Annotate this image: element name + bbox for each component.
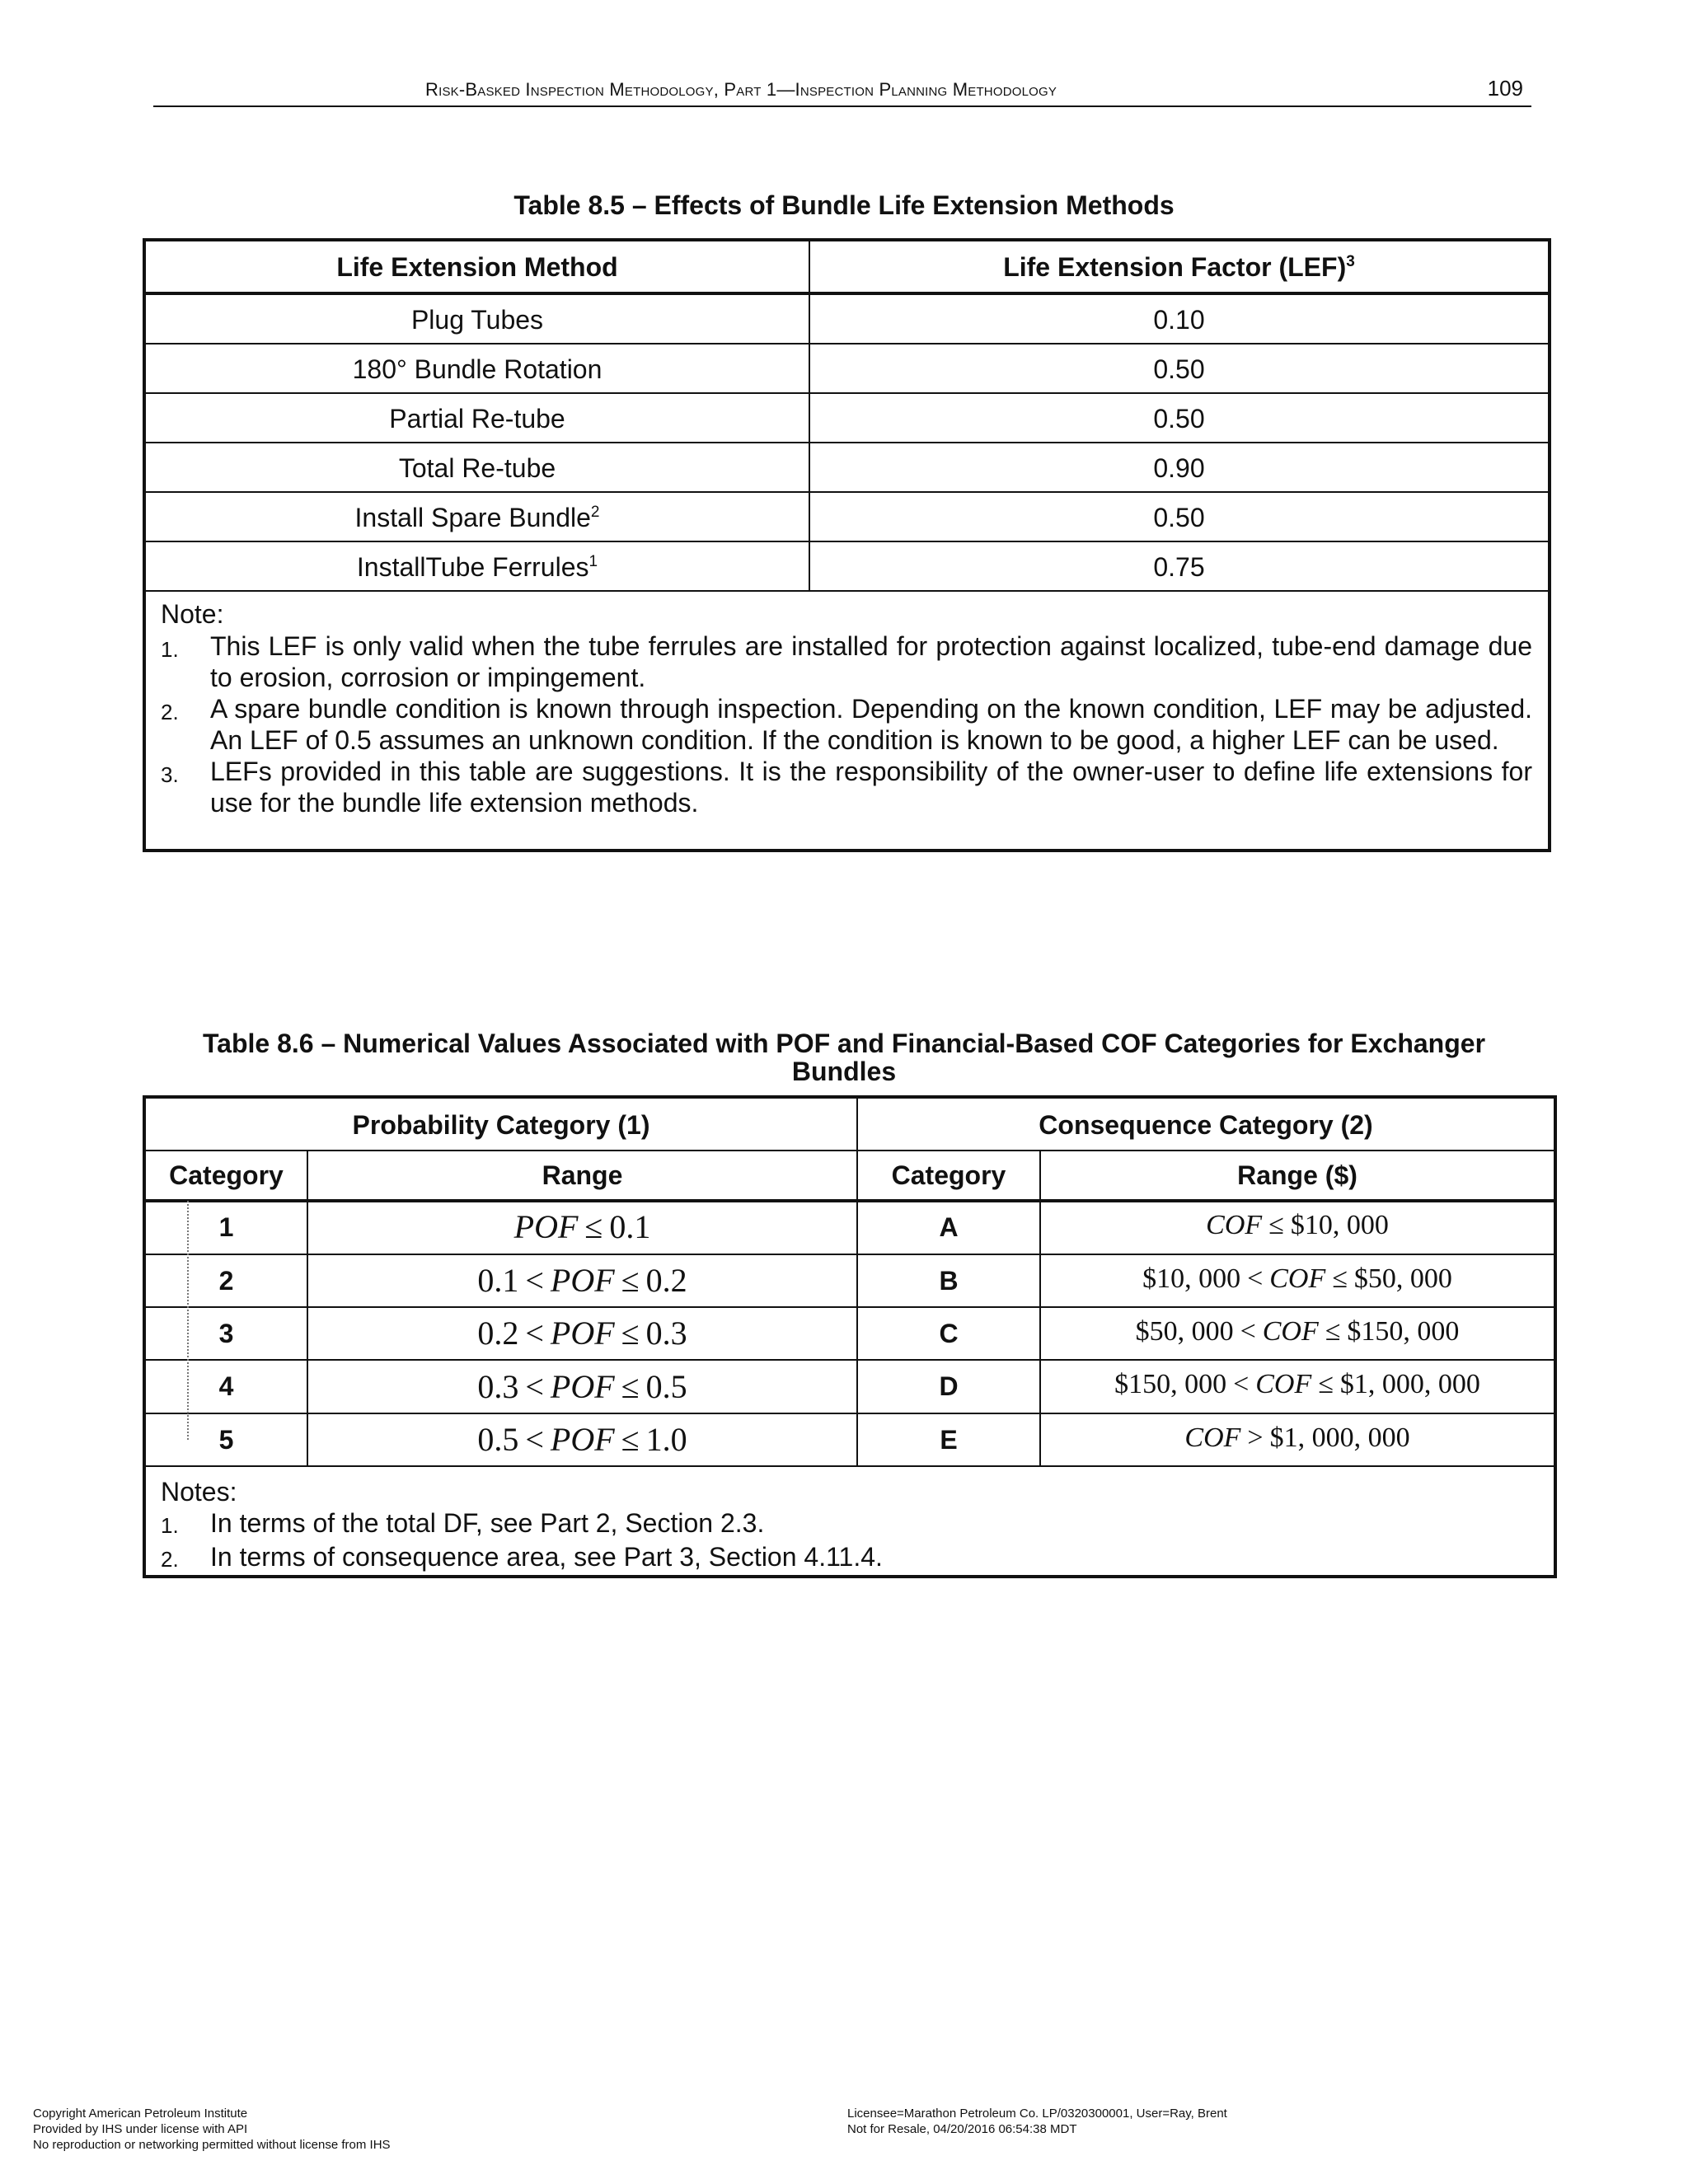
column-header-lef [810,241,1548,292]
math-expression [1184,1422,1409,1453]
note-number: 1. [161,637,179,662]
sub-header-category: Category [169,1160,284,1190]
note-item [161,693,1532,756]
math-part: COF [1269,1263,1326,1294]
math-part: ≤ [1325,1316,1341,1347]
cof-range-cell [1041,1308,1554,1359]
grid-line [146,1413,1554,1414]
consequence-category-cell: B [939,1266,959,1296]
sub-header-category-2: Category [891,1160,1006,1190]
math-part: POF [550,1368,615,1405]
grid-line [146,1254,1554,1255]
method-text: Plug Tubes [410,305,544,335]
note-text: This LEF is only valid when the tube ferrules are installed for protection against localized, tube-end damage due to erosion, corrosion or impingement. [210,631,1532,692]
math-expression [1136,1316,1460,1347]
math-part: $1, 000, 000 [1339,1369,1480,1399]
table-8-5 [143,238,1551,852]
method-cell [146,493,810,541]
math-expression [477,1262,687,1299]
footer-line: Provided by IHS under license with API [33,2122,248,2136]
math-part: < [1240,1316,1256,1347]
lef-header-text: Life Extension Factor (LEF) [1003,252,1347,282]
math-part: COF [1262,1316,1319,1347]
grid-line [1039,1150,1041,1467]
notes-list [161,630,1532,818]
dotted-mark [187,1201,189,1440]
table-8-5-caption: Table 8.5 – Effects of Bundle Life Extension Methods [513,190,1175,220]
caption-line-2: Bundles [791,1057,897,1086]
math-part: 0.1 [609,1208,651,1245]
note-text: A spare bundle condition is known through inspection. Depending on the known condition, LEF may be adjusted. An LEF of 0.5 assumes an unknown condition. If the condition is known to be good, a higher LEF can be used. [210,694,1532,755]
consequence-category-cell: E [940,1425,958,1455]
pof-range-cell [308,1201,856,1254]
method-text: Install Spare Bundle [354,503,591,532]
method-text: InstallTube Ferrules [356,552,589,582]
lef-cell: 0.10 [1153,305,1205,335]
math-part: $10, 000 [1290,1210,1389,1240]
math-part: 0.2 [477,1315,519,1352]
column-header-method: Life Extension Method [146,241,810,292]
pof-range-cell [308,1308,856,1359]
grid-line [146,1359,1554,1361]
sub-header-range-dollar: Range ($) [1237,1160,1357,1190]
math-part: 0.3 [645,1315,687,1352]
footer-license [847,2106,1227,2137]
grid-line [146,1306,1554,1308]
math-part: $50, 000 [1353,1263,1452,1294]
note-item [161,1507,1532,1541]
method-text: 180° Bundle Rotation [352,354,603,384]
note-text: LEFs provided in this table are suggestions. It is the responsibility of the owner-user to define life extensions for use for the bundle life extension methods. [210,757,1532,818]
math-part: ≤ [621,1368,640,1405]
math-part: POF [513,1208,579,1245]
math-expression [477,1368,687,1405]
math-part: 1.0 [645,1421,687,1458]
cof-range-cell [1041,1361,1554,1413]
math-part: < [525,1421,544,1458]
math-expression [1206,1210,1389,1240]
note-number: 2. [161,700,179,724]
method-cell [146,443,810,491]
cof-range-cell [1041,1201,1554,1254]
consequence-category-cell: D [939,1371,959,1401]
note-number: 3. [161,762,179,787]
math-part: ≤ [584,1208,603,1245]
note-number: 2. [161,1547,179,1572]
method-text: Total Re-tube [398,453,556,483]
math-part: COF [1255,1369,1312,1399]
table-8-6-caption [142,1029,1546,1085]
lef-cell: 0.50 [1153,404,1205,434]
footer-line: Copyright American Petroleum Institute [33,2107,248,2121]
math-part: > [1247,1422,1264,1453]
method-cell [146,542,810,590]
math-expression [1142,1263,1452,1294]
table-row [146,344,1548,394]
notes-label: Notes: [161,1477,237,1507]
note-text: In terms of consequence area, see Part 3, Section 4.11.4. [210,1542,883,1572]
note-label: Note: [161,599,224,629]
lef-cell: 0.50 [1153,503,1205,532]
math-part: POF [550,1421,615,1458]
consequence-category-header: Consequence Category (2) [1039,1110,1373,1140]
method-cell [146,344,810,392]
caption-line-1: Table 8.6 – Numerical Values Associated with POF and Financial-Based COF Categories for Exchanger [202,1029,1486,1058]
pof-range-cell [308,1414,856,1465]
math-part: $1, 000, 000 [1269,1422,1410,1453]
table-8-6 [143,1095,1557,1578]
cof-range-cell [1041,1255,1554,1306]
math-part: COF [1184,1422,1241,1453]
probability-category-cell: 4 [218,1371,234,1401]
math-part: COF [1206,1210,1263,1240]
probability-category-cell: 1 [218,1212,234,1242]
math-expression [1114,1369,1480,1399]
notes-list [161,1507,1532,1575]
table-row [146,493,1548,542]
note-number: 1. [161,1513,179,1538]
sub-header-range: Range [542,1160,623,1190]
math-part: ≤ [621,1315,640,1352]
table-8-5-notes [161,598,1532,818]
math-part: POF [550,1315,615,1352]
grid-line [856,1099,858,1467]
math-part: $10, 000 [1142,1263,1241,1294]
math-part: < [1233,1369,1250,1399]
math-expression [477,1315,687,1352]
math-part: < [525,1368,544,1405]
math-expression [514,1208,651,1245]
consequence-category-cell: C [939,1319,959,1348]
math-part: ≤ [621,1421,640,1458]
math-part: < [525,1315,544,1352]
pof-range-cell [308,1255,856,1306]
math-part: 0.5 [477,1421,519,1458]
note-item [161,1541,1532,1575]
method-cell [146,394,810,442]
math-part: POF [550,1262,615,1299]
lef-cell: 0.50 [1153,354,1205,384]
math-part: ≤ [621,1262,640,1299]
page-number: 109 [1487,76,1523,101]
note-item [161,756,1532,818]
math-part: $50, 000 [1135,1316,1234,1347]
footer-line: No reproduction or networking permitted without license from IHS [33,2138,391,2152]
pof-range-cell [308,1361,856,1413]
running-title: Risk-Basked Inspection Methodology, Part 1—Inspection Planning Methodology [425,79,1057,100]
method-cell [146,295,810,343]
method-text: Partial Re-tube [389,404,565,434]
grid-line [307,1150,308,1467]
probability-category-cell: 3 [218,1319,234,1348]
math-part: $150, 000 [1347,1316,1460,1347]
footnote-ref: 2 [590,504,600,521]
math-part: ≤ [1268,1210,1284,1240]
math-part: < [1247,1263,1264,1294]
cof-range-cell [1041,1414,1554,1465]
math-part: ≤ [1332,1263,1348,1294]
page-header [153,76,1531,107]
footer-copyright [33,2106,391,2153]
table-8-6-notes [161,1476,1532,1575]
probability-category-cell: 5 [218,1425,234,1455]
footer-line: Licensee=Marathon Petroleum Co. LP/0320300001, User=Ray, Brent [847,2107,1227,2121]
math-part: $150, 000 [1114,1369,1227,1399]
math-part: ≤ [1318,1369,1334,1399]
table-header-row [146,241,1548,295]
lef-cell: 0.75 [1153,552,1205,582]
grid-line [146,1199,1554,1202]
table-row [146,542,1548,592]
table-row [146,295,1548,344]
footnote-ref: 1 [588,553,598,570]
consequence-category-cell: A [939,1212,959,1242]
probability-category-header: Probability Category (1) [352,1110,650,1140]
probability-category-cell: 2 [218,1266,234,1296]
math-part: 0.2 [645,1262,687,1299]
math-expression [477,1421,687,1458]
grid-line [146,1150,1554,1151]
note-item [161,630,1532,693]
lef-header-footnote: 3 [1346,253,1355,270]
math-part: 0.5 [645,1368,687,1405]
grid-line [146,1465,1554,1467]
math-part: 0.1 [477,1262,519,1299]
math-part: < [525,1262,544,1299]
table-row [146,443,1548,493]
note-text: In terms of the total DF, see Part 2, Section 2.3. [210,1508,765,1538]
math-part: 0.3 [477,1368,519,1405]
footer-line: Not for Resale, 04/20/2016 06:54:38 MDT [847,2122,1077,2136]
lef-cell: 0.90 [1153,453,1205,483]
table-row [146,394,1548,443]
